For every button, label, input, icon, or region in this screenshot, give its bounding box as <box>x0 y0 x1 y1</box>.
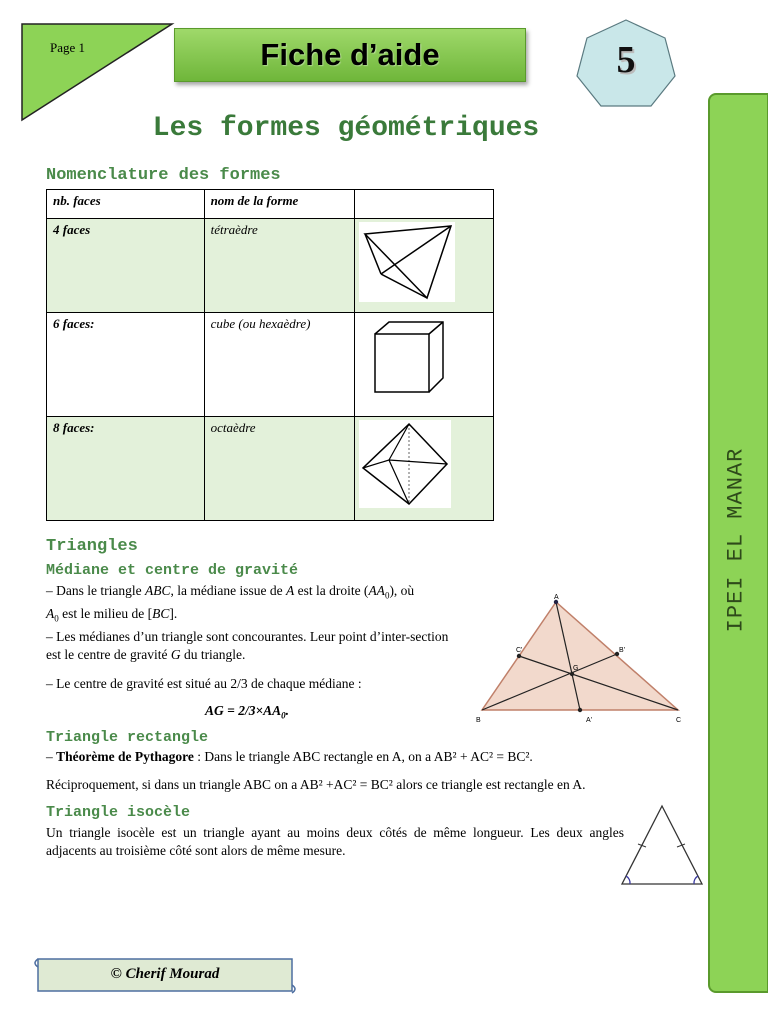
isosceles-triangle-figure <box>614 800 708 892</box>
text-run: AA <box>368 583 385 598</box>
median-paragraph-3: – Le centre de gravité est situé au 2/3 de chaque médiane : <box>46 676 362 691</box>
section-heading-nomenclature: Nomenclature des formes <box>46 166 281 185</box>
row-shape-cell <box>354 313 493 417</box>
table-row <box>47 417 494 521</box>
row-shape-name: tétraèdre <box>204 219 354 313</box>
text-run: 0 <box>281 710 286 721</box>
pythagoras-paragraph <box>46 748 686 766</box>
text-run: est le milieu de [ <box>58 605 153 621</box>
label-a: A <box>554 594 559 601</box>
page-number: Page 1 <box>50 40 86 55</box>
text-run: AG = 2/3×AA <box>205 703 282 718</box>
text-run: A <box>46 605 55 621</box>
row-shape-cell <box>354 417 493 521</box>
text-run: Théorème de Pythagore <box>56 749 194 764</box>
midpoint-a1-point <box>578 708 582 712</box>
text-run: est la droite ( <box>294 583 369 598</box>
label-g: G <box>573 665 579 672</box>
row-shape-cell <box>354 219 493 313</box>
subheading-isosceles: Triangle isocèle <box>46 804 191 821</box>
footer-author: © Cherif Mourad <box>110 966 220 982</box>
text-run: ABC <box>144 583 171 598</box>
sheet-number: 5 <box>616 39 636 81</box>
median-paragraph-1 <box>46 582 466 627</box>
table-header-row <box>47 190 494 219</box>
label-a1: A' <box>586 717 593 724</box>
text-run: ), où <box>389 583 415 598</box>
isosceles-paragraph: Un triangle isocèle est un triangle ayant au moins deux côtés de même longueur. Les deux angles adjacents au troisième côté sont alors de même mesure. <box>46 825 624 858</box>
header-image <box>354 190 493 219</box>
row-faces: 8 faces: <box>47 417 205 521</box>
text-run: ]. <box>169 605 178 621</box>
table-row <box>47 219 494 313</box>
text-run: – Les médianes d’un triangle sont concourantes. Leur point d’inter-section est le centre de gravité <box>46 629 449 662</box>
corner-triangle <box>0 0 180 125</box>
side-label: IPEI EL MANAR <box>723 447 749 633</box>
banner-title: Fiche d’aide <box>174 28 526 82</box>
text-run: , la médiane issue de <box>170 583 286 598</box>
text-run: 0 <box>384 590 390 601</box>
section-heading-triangles: Triangles <box>46 537 138 556</box>
midpoint-c1-point <box>517 654 521 658</box>
text-run: . <box>285 703 290 718</box>
row-faces: 6 faces: <box>47 313 205 417</box>
median-triangle-figure <box>474 590 690 730</box>
text-run: : Dans le triangle ABC rectangle en A, on a AB² + AC² = BC². <box>193 749 533 764</box>
subheading-median: Médiane et centre de gravité <box>46 562 299 579</box>
tetrahedron-icon <box>359 222 455 302</box>
centroid-point <box>570 672 574 676</box>
shapes-table <box>46 189 494 521</box>
text-run: – Dans le triangle <box>46 583 145 598</box>
page-title: Les formes géométriques <box>152 113 540 144</box>
label-b1: B' <box>619 647 626 654</box>
label-c: C <box>676 717 682 724</box>
header-name: nom de la forme <box>204 190 354 219</box>
text-run: – <box>46 749 57 764</box>
text-run: A <box>285 583 295 598</box>
label-b: B <box>476 717 481 724</box>
text-run: G <box>170 647 181 662</box>
table-row <box>47 313 494 417</box>
header-faces: nb. faces <box>47 190 205 219</box>
text-run: du triangle. <box>180 647 246 662</box>
row-shape-name: cube (ou hexaèdre) <box>204 313 354 417</box>
median-paragraph-2 <box>46 628 466 664</box>
pythagoras-converse-paragraph: Réciproquement, si dans un triangle ABC on a AB² +AC² = BC² alors ce triangle est rectangle en A. <box>46 777 586 792</box>
subheading-right-triangle: Triangle rectangle <box>46 729 209 746</box>
text-run: 0 <box>54 613 59 624</box>
octahedron-icon <box>359 420 451 508</box>
text-run: BC <box>152 605 170 621</box>
label-c1: C' <box>516 647 523 654</box>
row-shape-name: octaèdre <box>204 417 354 521</box>
centroid-formula <box>205 703 289 721</box>
cube-icon <box>359 316 455 396</box>
row-faces: 4 faces <box>47 219 205 313</box>
